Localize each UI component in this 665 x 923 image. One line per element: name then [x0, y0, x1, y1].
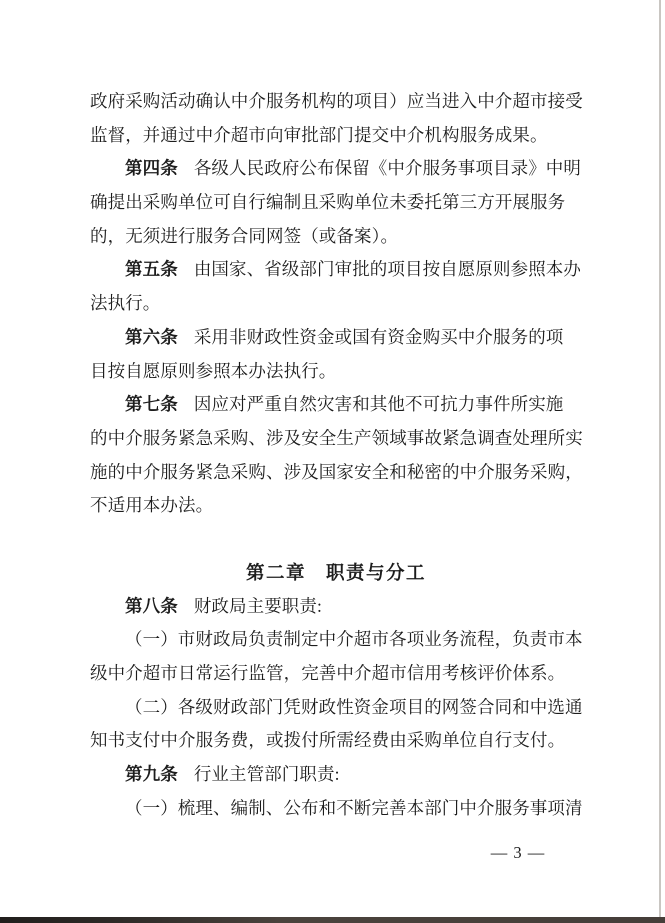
text-line: （一）梳理、编制、公布和不断完善本部门中介服务事项清 — [125, 797, 583, 818]
page-number: — 3 — — [490, 843, 546, 862]
article-text: 因应对严重自然灾害和其他不可抗力事件所实施 — [193, 394, 564, 415]
article-number: 第六条 — [125, 326, 178, 347]
article-text: 由国家、省级部门审批的项目按自愿原则参照本办 — [193, 259, 582, 280]
article-text: 各级人民政府公布保留《中介服务事项目录》中明 — [193, 158, 582, 179]
text-line: 监督，并通过中介超市向审批部门提交中介机构服务成果。 — [90, 124, 548, 145]
text-line: 政府采购活动确认中介服务机构的项目）应当进入中介超市接受 — [90, 91, 583, 111]
scan-edge-right — [659, 0, 661, 923]
article-number: 第五条 — [125, 259, 178, 280]
text-line: 级中介超市日常运行监管，完善中介超市信用考核评价体系。 — [90, 663, 566, 683]
text-line: 的中介服务紧急采购、涉及安全生产领域事故紧急调查处理所实 — [90, 427, 583, 448]
text-line — [90, 253, 582, 287]
document-body — [90, 85, 582, 825]
article-number: 第九条 — [125, 764, 178, 785]
text-line — [90, 152, 582, 186]
text-line — [90, 758, 582, 792]
scan-edge-bottom — [0, 917, 665, 923]
article-text: 行业主管部门职责: — [193, 764, 340, 785]
text-line: （二）各级财政部门凭财政性资金项目的网签合同和中选通 — [125, 696, 583, 717]
article-number: 第四条 — [125, 158, 178, 179]
text-line: 的，无须进行服务合同网签（或备案）。 — [90, 225, 399, 246]
article-number: 第七条 — [125, 394, 178, 415]
text-line: 目按自愿原则参照本办法执行。 — [90, 360, 337, 381]
text-line — [90, 321, 582, 355]
article-text: 采用非财政性资金或国有资金购买中介服务的项 — [193, 326, 564, 347]
text-line: 施的中介服务紧急采购、涉及国家安全和秘密的中介服务采购， — [90, 461, 583, 482]
text-line — [90, 590, 582, 624]
text-line: 不适用本办法。 — [90, 495, 214, 516]
text-line: 知书支付中介服务费，或拨付所需经费由采购单位自行支付。 — [90, 730, 566, 751]
article-number: 第八条 — [125, 595, 178, 616]
chapter-heading: 第二章 职责与分工 — [245, 561, 426, 583]
text-line: 法执行。 — [90, 293, 161, 314]
text-line: （一）市财政局负责制定中介超市各项业务流程，负责市本 — [125, 629, 583, 650]
text-line — [90, 388, 582, 422]
text-line: 确提出采购单位可自行编制且采购单位未委托第三方开展服务 — [90, 192, 566, 213]
article-text: 财政局主要职责: — [193, 595, 322, 616]
